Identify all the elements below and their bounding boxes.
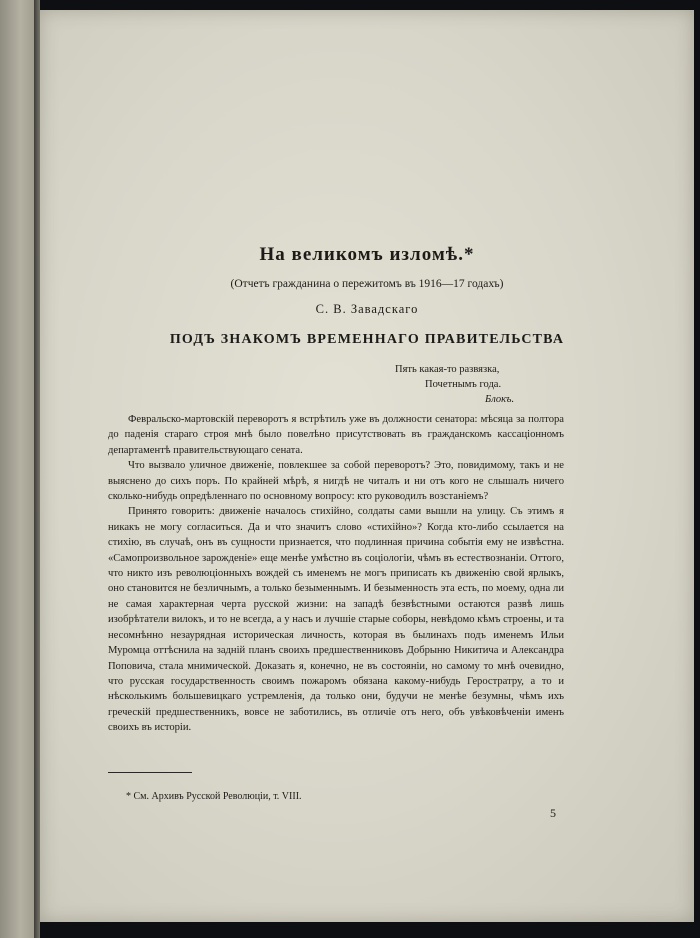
article-author: С. В. Завадскаго [315, 302, 419, 316]
epigraph-line-1: Пять какая-то развязка, [395, 364, 500, 375]
epigraph-line-2: Почетнымъ года. [425, 379, 502, 390]
paragraph: Февральско-мартовскій переворотъ я встрѣтилъ уже въ должности сенатора: мѣсяца за полтора до паденія стараго строя мнѣ было повелѣно присутствовать въ гражданскомъ кассаціонномъ департаментѣ правительствующаго сената. [108, 414, 564, 456]
book-page [40, 10, 694, 922]
epigraph [395, 362, 595, 407]
paragraph: Что вызвало уличное движеніе, повлекшее за собой переворотъ? Это, повидимому, такъ и не выяснено до сихъ поръ. По крайней мѣрѣ, я нигдѣ не читалъ и ни отъ кого не слышалъ ничего сколько-нибудь опредѣленнаго по основному вопросу: кто руководилъ возстаніемъ? [108, 460, 564, 503]
body-text [108, 412, 564, 736]
article-subtitle: (Отчетъ гражданина о пережитомъ въ 1916—17 годахъ) [230, 278, 504, 290]
previous-page-edge [0, 0, 34, 938]
article-title: На великомъ изломѣ.* [259, 244, 475, 265]
footnote: * См. Архивъ Русской Революціи, т. VIII. [126, 791, 302, 802]
section-title: ПОДЪ ЗНАКОМЪ ВРЕМЕННАГО ПРАВИТЕЛЬСТВА [169, 332, 565, 347]
epigraph-signature: Блокъ. [485, 394, 515, 405]
paragraph: Принято говорить: движеніе началось стихійно, солдаты сами вышли на улицу. Съ этимъ я никакъ не могу согласиться. Да и что значитъ слово «стихійно»? Когда кто-либо ссылается на стихію, въ случаѣ, онъ въ сущности признается, что подлинная причина событія ему не извѣстна. «Самопроизвольное зарожденіе» еще менѣе умѣстно въ соціологіи, чѣмъ въ естествознаніи. Оттого, что никто изъ революціонныхъ вождей съ именемъ не могъ приписать къ движенію свой ярлыкъ, оно становится не безличнымъ, а только безыменнымъ. И безыменность эта есть, по моему, одна ли не самая характерная черта русской жизни: на западѣ безвѣстными остаются развѣ лишь изобрѣтатели вилокъ, и то не всегда, а у насъ и лучшіе старые соборы, невѣдомо кѣмъ строены, и та несомнѣнно незаурядная историческая личность, которая въ былинахъ подъ именемъ Ильи Муромца оттѣснила на задній планъ своихъ предшественниковъ Добрыню Никитича и Александра Поповича, стала мнимической. Доказать я, конечно, не въ состояніи, но самому то мнѣ очевидно, что русская государственность своимъ пожаромъ обязана какому-нибудь Геростратру, а то и нѣсколькимъ большевицкаго устремленія, да только они, будучи не менѣе безумны, чѣмъ ихъ греческій предшественникъ, вовсе не заботились, въ отличіе отъ него, объ увѣковѣченіи именъ своихъ въ исторіи. [108, 506, 564, 734]
page-number: 5 [550, 806, 556, 820]
footnote-divider [108, 772, 192, 773]
